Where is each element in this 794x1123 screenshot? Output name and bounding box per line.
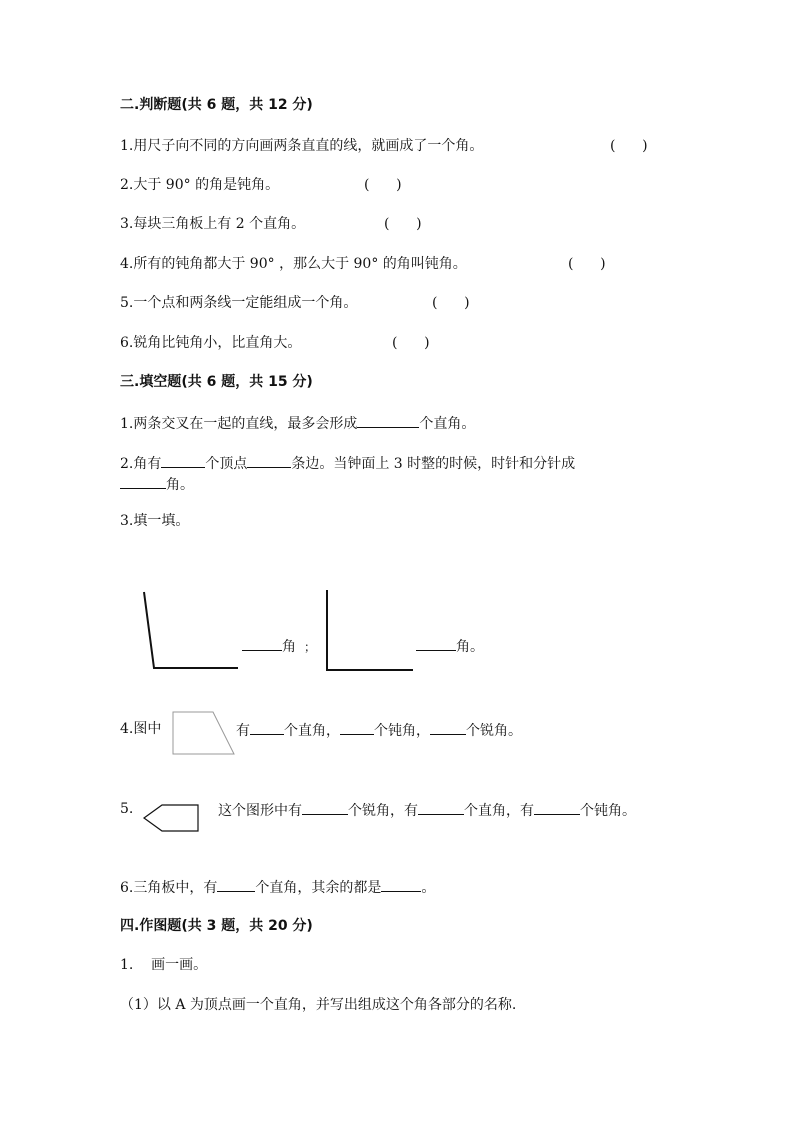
judge-question-2: 2.大于 90° 的角是钝角。 <box>120 177 280 193</box>
fill-q6-text-a: 6.三角板中，有 <box>120 880 218 896</box>
answer-blank[interactable] <box>302 800 348 815</box>
judge-question-3: 3.每块三角板上有 2 个直角。 <box>120 216 306 232</box>
fill-q1-suffix: 个直角。 <box>419 416 476 432</box>
fill-q6-text-c: 。 <box>421 880 436 896</box>
fill-q4-text-b: 个直角， <box>284 723 340 739</box>
fill-question-5-number: 5. <box>120 801 134 817</box>
fill-question-6 <box>120 877 435 897</box>
fill-q5-text-c: 个直角，有 <box>464 803 534 819</box>
fill-q4-text-d: 个锐角。 <box>466 723 522 739</box>
angle-2-label: 角。 <box>456 639 484 655</box>
fill-q2-text-c: 条边。当钟面上 3 时整的时候，时针和分针成 <box>291 456 576 472</box>
answer-blank[interactable] <box>217 877 255 892</box>
fill-q4-text-c: 个钝角， <box>374 723 430 739</box>
section3-heading: 三.填空题(共 6 题，共 15 分) <box>120 374 313 390</box>
answer-parentheses-1[interactable]: ( ) <box>610 138 648 154</box>
fill-question-4-prefix: 4.图中 <box>120 721 162 737</box>
answer-blank[interactable] <box>381 877 421 892</box>
answer-parentheses-6[interactable]: ( ) <box>392 335 430 351</box>
answer-parentheses-5[interactable]: ( ) <box>432 295 470 311</box>
judge-question-4: 4.所有的钝角都大于 90° ，那么大于 90° 的角叫钝角。 <box>120 256 467 272</box>
judge-question-1: 1.用尺子向不同的方向画两条直直的线，就画成了一个角。 <box>120 138 484 154</box>
section4-heading: 四.作图题(共 3 题，共 20 分) <box>120 918 313 934</box>
judge-question-5: 5.一个点和两条线一定能组成一个角。 <box>120 295 358 311</box>
fill-q5-text-b: 个锐角，有 <box>348 803 418 819</box>
answer-parentheses-4[interactable]: ( ) <box>568 256 606 272</box>
answer-blank[interactable] <box>534 800 580 815</box>
answer-parentheses-2[interactable]: ( ) <box>364 177 402 193</box>
fill-q6-text-b: 个直角，其余的都是 <box>255 880 382 896</box>
judge-question-6: 6.锐角比钝角小，比直角大。 <box>120 335 302 351</box>
section2-heading: 二.判断题(共 6 题，共 12 分) <box>120 97 313 113</box>
fill-question-5 <box>218 800 636 820</box>
drawing-question-1-sub: （1）以 A 为顶点画一个直角，并写出组成这个角各部分的名称. <box>120 997 517 1013</box>
fill-q4-text-a: 有 <box>236 723 250 739</box>
drawing-question-1: 1. 画一画。 <box>120 957 208 973</box>
fill-q2-text-d: 角。 <box>166 477 194 493</box>
angle-1-label: 角 <box>282 639 296 655</box>
fill-q1-text: 1.两条交叉在一起的直线，最多会形成 <box>120 416 358 432</box>
fill-q5-text-d: 个钝角。 <box>580 803 636 819</box>
separator: ； <box>304 640 317 654</box>
fill-q2-text-b: 个顶点 <box>205 456 248 472</box>
answer-blank[interactable] <box>418 800 464 815</box>
fill-question-3: 3.填一填。 <box>120 513 190 529</box>
fill-q5-text-a: 这个图形中有 <box>218 803 302 819</box>
answer-parentheses-3[interactable]: ( ) <box>384 216 422 232</box>
fill-q2-text-a: 2.角有 <box>120 456 162 472</box>
